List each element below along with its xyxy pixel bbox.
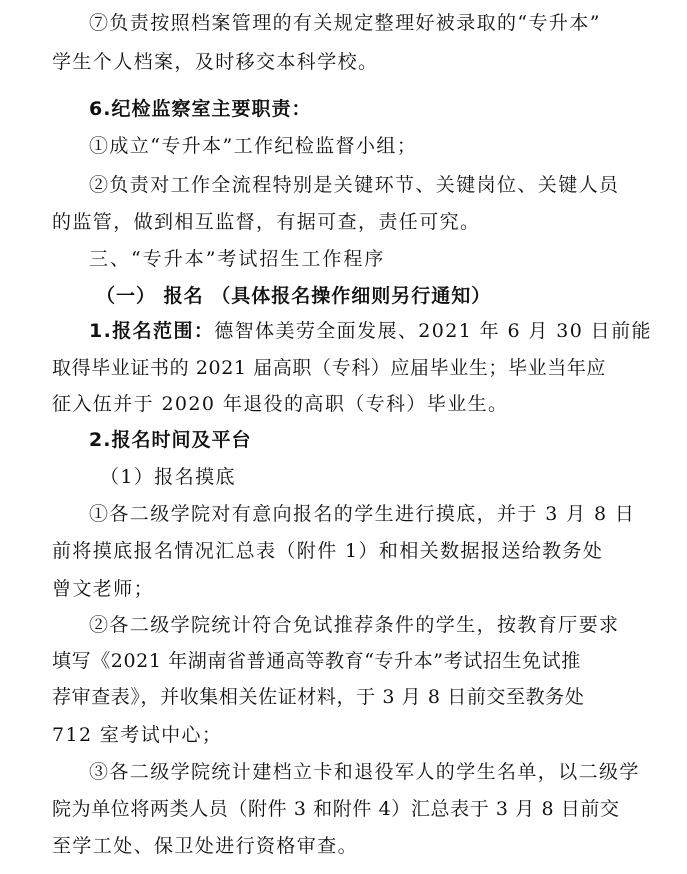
paragraph-line: ⑦负责按照档案管理的有关规定整理好被录取的“专升本” bbox=[89, 12, 601, 34]
chapter-heading: 三、“专升本”考试招生工作程序 bbox=[89, 248, 386, 270]
scope-text: 德智体美劳全面发展、2021 年 6 月 30 日前能 bbox=[214, 320, 652, 342]
paragraph-line: 征入伍并于 2020 年退役的高职（专科）毕业生。 bbox=[52, 393, 509, 415]
paragraph-line: 填写《2021 年湖南省普通高等教育“专升本”考试招生免试推 bbox=[52, 650, 581, 672]
paragraph-line: ①各二级学院对有意向报名的学生进行摸底，并于 3 月 8 日 bbox=[89, 503, 636, 525]
paragraph-line: 曾文老师； bbox=[52, 578, 155, 600]
paragraph-line: ③各二级学院统计建档立卡和退役军人的学生名单，以二级学 bbox=[89, 761, 640, 783]
section-heading: 2.报名时间及平台 bbox=[89, 429, 252, 451]
paragraph-line: 的监管，做到相互监督，有据可查，责任可究。 bbox=[52, 211, 481, 233]
paragraph-line: ②各二级学院统计符合免试推荐条件的学生，按教育厅要求 bbox=[89, 614, 620, 636]
paragraph-line: 院为单位将两类人员（附件 3 和附件 4）汇总表于 3 月 8 日前交 bbox=[52, 798, 620, 820]
paragraph-line: 712 室考试中心； bbox=[52, 724, 223, 746]
scope-label: 1.报名范围： bbox=[89, 320, 215, 342]
paragraph-line: ②负责对工作全流程特别是关键环节、关键岗位、关键人员 bbox=[89, 174, 620, 196]
paragraph-line: 至学工处、保卫处进行资格审查。 bbox=[52, 835, 359, 857]
paragraph-line bbox=[89, 318, 652, 344]
subsection-heading: （一） 报名 （具体报名操作细则另行通知） bbox=[96, 285, 492, 307]
paragraph-line: 前将摸底报名情况汇总表（附件 1）和相关数据报送给教务处 bbox=[52, 540, 604, 562]
paragraph-line: 取得毕业证书的 2021 届高职（专科）应届毕业生；毕业当年应 bbox=[52, 357, 607, 379]
paragraph-line: 学生个人档案，及时移交本科学校。 bbox=[52, 51, 379, 73]
paragraph-line: ①成立“专升本”工作纪检监督小组； bbox=[89, 135, 418, 157]
section-heading: 6.纪检监察室主要职责： bbox=[89, 98, 312, 120]
paragraph-line: （1）报名摸底 bbox=[100, 466, 236, 488]
paragraph-line: 荐审查表》，并收集相关佐证材料，于 3 月 8 日前交至教务处 bbox=[52, 686, 585, 708]
